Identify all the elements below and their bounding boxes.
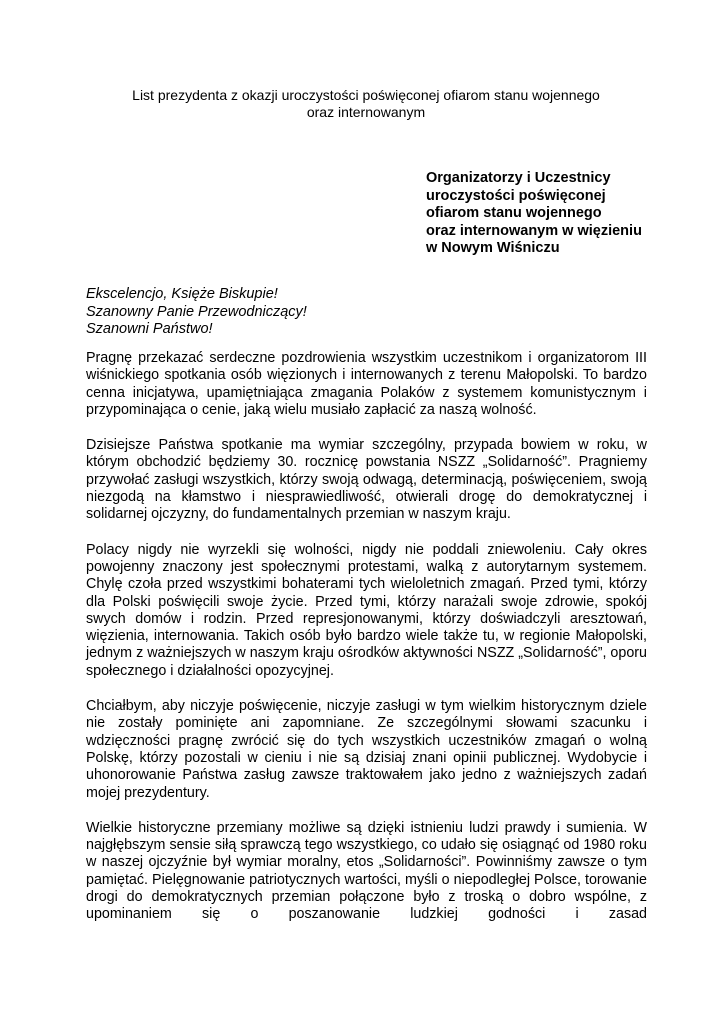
- body-paragraph: Polacy nigdy nie wyrzekli się wolności, nigdy nie poddali zniewoleniu. Cały okres powojenny znaczony jest społecznymi protestami, walką z autorytarnym systemem. Chylę czoła przed wszystkimi bohaterami tych wieloletnich zmagań. Przed tymi, którzy dla Polski poświęcili swoje życie. Przed tymi, którzy narażali swoje zdrowie, spokój swych domów i rodzin. Przed represjonowanymi, którzy doświadczyli aresztowań, więzienia, internowania. Takich osób było bardzo wiele także tu, w regionie Małopolski, jednym z ważniejszych w naszym kraju ośrodków aktywności NSZZ „Solidarność”, oporu społecznego i działalności opozycyjnej.: [86, 541, 647, 679]
- addressee-line: oraz internowanym w więzieniu: [426, 222, 642, 239]
- document-title: [86, 87, 646, 121]
- body-paragraph: Dzisiejsze Państwa spotkanie ma wymiar szczególny, przypada bowiem w roku, w którym obchodzić będziemy 30. rocznicę powstania NSZZ „Solidarność”. Pragniemy przywołać zasługi wszystkich, którzy swoją odwagą, determinacją, poświęceniem, swoją niezgodą na kłamstwo i niesprawiedliwość, otwierali drogę do demokratycznej i solidarnej ojczyzny, do fundamentalnych przemian w naszym kraju.: [86, 437, 647, 523]
- body-paragraph: Pragnę przekazać serdeczne pozdrowienia wszystkim uczestnikom i organizatorom III wiśnickiego spotkania osób więzionych i internowanych z terenu Małopolski. To bardzo cenna inicjatywa, upamiętniająca zmagania Polaków z systemem komunistycznym i przypominająca o cenie, jaką wielu musiało zapłacić za naszą wolność.: [86, 350, 647, 418]
- title-line-1: List prezydenta z okazji uroczystości poświęconej ofiarom stanu wojennego: [132, 87, 600, 103]
- letter-body: [86, 350, 647, 942]
- salutations: [86, 286, 646, 339]
- title-line-2: oraz internowanym: [306, 104, 426, 120]
- salutation-line: Szanowni Państwo!: [86, 321, 213, 337]
- body-paragraph: Chciałbym, aby niczyje poświęcenie, niczyje zasługi w tym wielkim historycznym dziele nie zostały pominięte ani zapomniane. Ze szczególnymi słowami szacunku i wdzięczności pragnę zwrócić się do tych wszystkich uczestników zmagań o wolną Polskę, którzy pozostali w cieniu i nie są dzisiaj znani opinii publicznej. Wydobycie i uhonorowanie Państwa zasług zawsze traktowałem jako jedno z ważniejszych zadań mojej prezydentury.: [86, 698, 647, 801]
- body-paragraph: Wielkie historyczne przemiany możliwe są dzięki istnieniu ludzi prawdy i sumienia. W najgłębszym sensie siłą sprawczą tego wszystkiego, co udało się osiągnąć od 1980 roku w naszej ojczyźnie był wymiar moralny, etos „Solidarności”. Powinniśmy zawsze o tym pamiętać. Pielęgnowanie patriotycznych wartości, myśli o niepodległej Polsce, torowanie drogi do demokratycznych przemian połączone było z troską o dobro wspólne, z upominaniem się o poszanowanie ludzkiej godności i zasad: [86, 819, 647, 923]
- addressee-line: uroczystości poświęconej: [426, 187, 606, 204]
- addressee-line: Organizatorzy i Uczestnicy: [426, 170, 611, 186]
- addressee-line: w Nowym Wiśniczu: [426, 240, 560, 256]
- addressee-line: ofiarom stanu wojennego: [426, 205, 602, 221]
- salutation-line: Ekscelencjo, Księże Biskupie!: [86, 286, 278, 302]
- addressee-block: [426, 170, 666, 258]
- salutation-line: Szanowny Panie Przewodniczący!: [86, 303, 307, 320]
